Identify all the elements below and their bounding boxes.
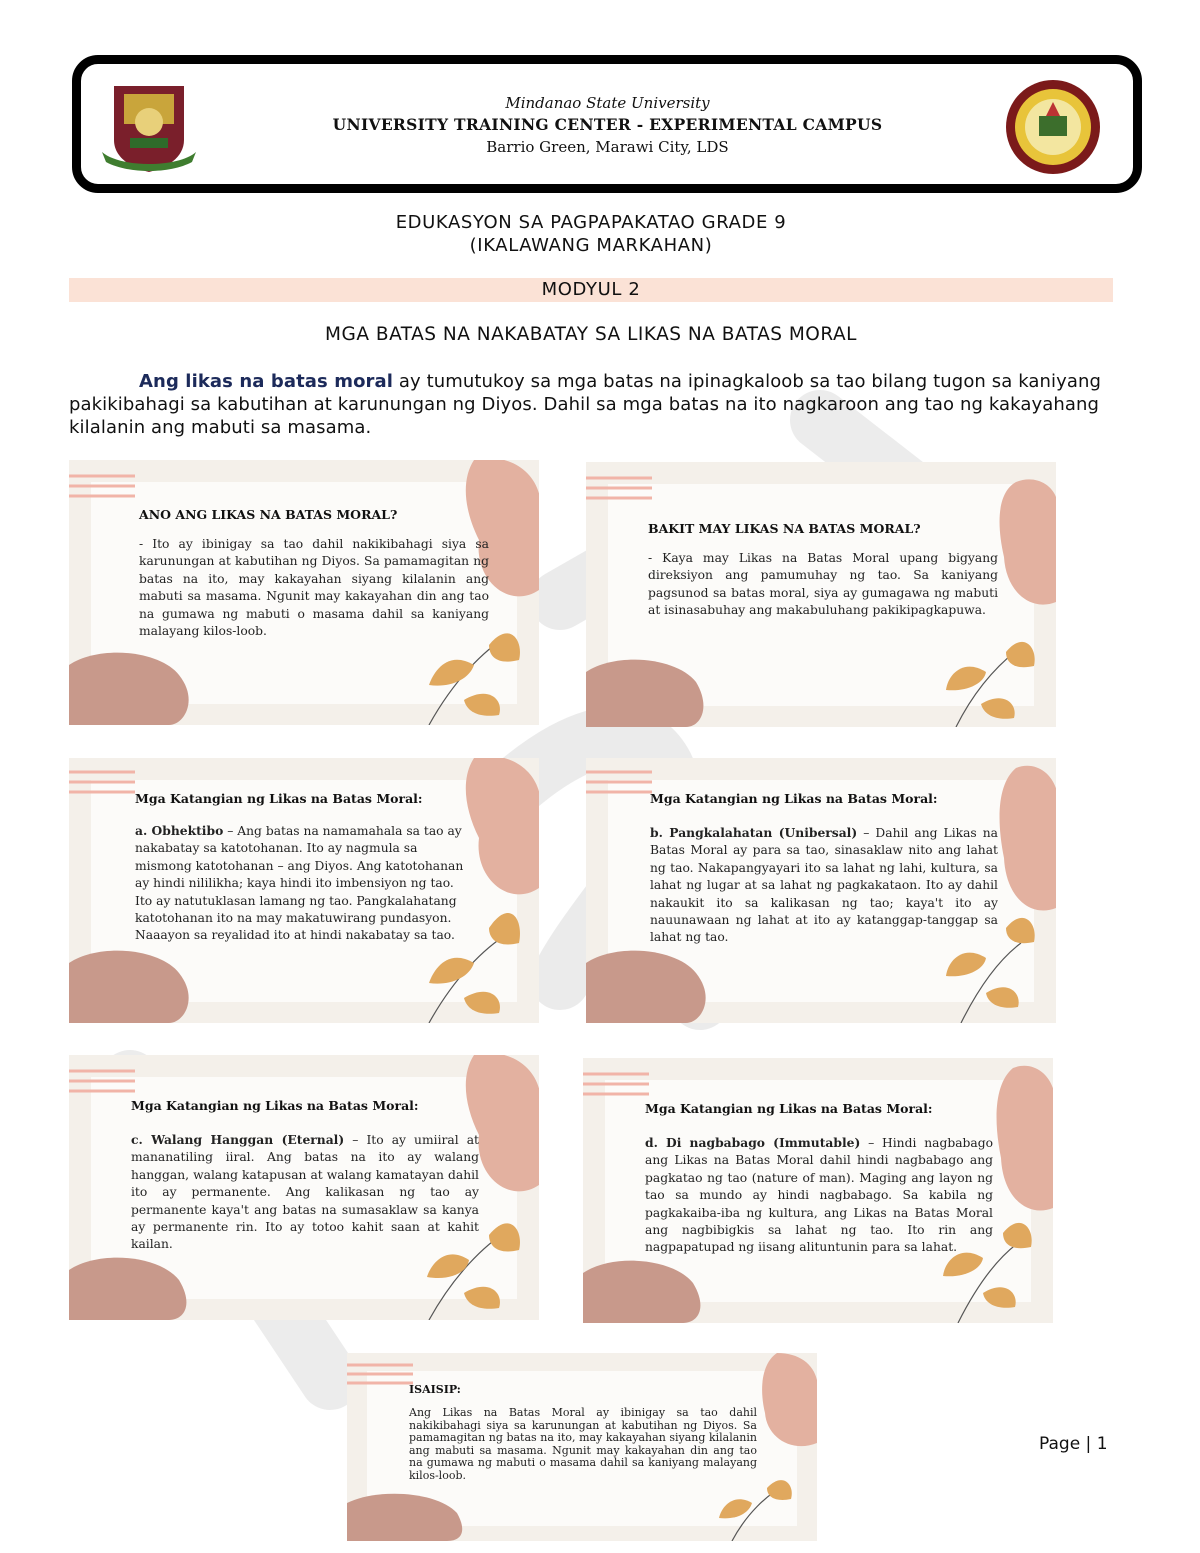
university-name: Mindanao State University bbox=[505, 94, 710, 112]
card-title: ISAISIP: bbox=[409, 1383, 461, 1396]
info-card bbox=[583, 1058, 1053, 1323]
subject-line-1: EDUKASYON SA PAGPAPAKATAO GRADE 9 bbox=[395, 212, 787, 233]
card-body-text: – Dahil ang Likas na Batas Moral ay para sa tao, sinasaklaw nito ang lahat ng tao. Nakapangyayari ito sa lahat ng lahi, kultura, sa lahat ng lugar at sa lahat ng pagkakataon. Ito ay dahil nakaukit ito sa kalikasan ng tao; kaya't ito ay nauunawaan ng lahat at ito ay katanggap-tanggap sa lahat ng tao. bbox=[650, 826, 998, 945]
card-body-text: Ang Likas na Batas Moral ay ibinigay sa tao dahil nakikibahagi siya sa karunungan at kabutihan ng Diyos. Sa pamamagitan ng batas na ito, may kakayahan siyang kilalanin ang mabuti sa masama. Ngunit may kakayahan din ang tao na gumawa ng mabuti o masama dahil sa kaniyang malayang kilos-loob. bbox=[409, 1406, 757, 1482]
card-lead: a. Obhektibo bbox=[135, 823, 224, 838]
card-lead: b. Pangkalahatan (Unibersal) bbox=[650, 825, 858, 840]
school-header bbox=[300, 92, 915, 158]
utc-seal-logo bbox=[1004, 78, 1102, 176]
intro-paragraph bbox=[69, 370, 1113, 439]
card-body bbox=[139, 536, 489, 640]
card-title: Mga Katangian ng Likas na Batas Moral: bbox=[645, 1101, 933, 1116]
page-number: Page | 1 bbox=[1039, 1434, 1108, 1454]
card-body-text: – Ito ay umiiral at mananatiling iiral. Ang batas na ito ay walang hanggan, walang katapusan at walang kamatayan dahil ito ay permanente. Ang kalikasan ng tao ay permanente kaya't ang batas na sumasaklaw sa kanya ay permanente rin. Ito ay totoo kahit saan at kahit kailan. bbox=[131, 1133, 479, 1252]
card-body-text: - Ito ay ibinigay sa tao dahil nakikibahagi siya sa karunungan at kabutihan ng Diyos. Sa pamamagitan ng batas na ito, may kakayahan siyang kilalanin ang mabuti sa masama. Ngunit may kakayahan din ang tao na gumawa ng mabuti o masama dahil sa kaniyang malayang kilos-loob. bbox=[139, 537, 489, 639]
center-name: UNIVERSITY TRAINING CENTER - EXPERIMENTAL CAMPUS bbox=[332, 115, 883, 134]
lesson-title: MGA BATAS NA NAKABATAY SA LIKAS NA BATAS MORAL bbox=[325, 324, 857, 345]
card-lead: d. Di nagbabago (Immutable) bbox=[645, 1135, 861, 1150]
card-body-text: – Hindi nagbabago ang Likas na Batas Moral dahil hindi nagbabago ang pagkatao ng tao (nature of man). Maging ang layon ng tao sa mundo ay hindi nagbabago. Sa kabila ng pagkakaiba-iba ng kultura, ang Likas na Batas Moral ang nagbibigkis sa lahat ng tao. Ito rin ang nagpapatupad ng iisang alituntunin para sa lahat. bbox=[645, 1136, 993, 1255]
school-address: Barrio Green, Marawi City, LDS bbox=[486, 138, 729, 156]
subject-line-2: (IKALAWANG MARKAHAN) bbox=[469, 235, 713, 256]
info-card bbox=[586, 462, 1056, 727]
info-card bbox=[69, 758, 539, 1023]
summary-card bbox=[347, 1353, 817, 1541]
card-body-text: - Kaya may Likas na Batas Moral upang bigyang direksiyon ang pamumuhay ng tao. Sa kaniyang pagsunod sa batas moral, siya ay gumagawa ng mabuti at isinasabuhay ang makabuluhang pakikipagkapuwa. bbox=[648, 551, 998, 618]
card-title: BAKIT MAY LIKAS NA BATAS MORAL? bbox=[648, 521, 921, 536]
card-body bbox=[131, 1131, 479, 1254]
card-body bbox=[409, 1407, 757, 1483]
module-bar: MODYUL 2 bbox=[69, 278, 1113, 302]
info-card bbox=[586, 758, 1056, 1023]
card-title: Mga Katangian ng Likas na Batas Moral: bbox=[650, 791, 938, 806]
info-card bbox=[69, 460, 539, 725]
subject-heading bbox=[0, 211, 1182, 257]
card-title: ANO ANG LIKAS NA BATAS MORAL? bbox=[139, 507, 398, 522]
card-body bbox=[648, 550, 998, 620]
msu-seal-logo bbox=[100, 82, 198, 174]
card-title: Mga Katangian ng Likas na Batas Moral: bbox=[135, 791, 423, 806]
card-body-text: – Ang batas na namamahala sa tao ay nakabatay sa katotohanan. Ito ay nagmula sa mismong katotohanan – ang Diyos. Ang katotohanan ay hindi nililikha; kaya hindi ito imbensiyon ng tao. Ito ay natutuklasan lamang ng tao. Pangkalahatang katotohanan ito na may makatuwirang pundasyon. Naaayon sa reyalidad ito at hindi nakabatay sa tao. bbox=[135, 824, 464, 943]
info-card bbox=[69, 1055, 539, 1320]
card-body bbox=[650, 824, 998, 947]
card-title: Mga Katangian ng Likas na Batas Moral: bbox=[131, 1098, 419, 1113]
card-body bbox=[645, 1134, 993, 1257]
card-lead: c. Walang Hanggan (Eternal) bbox=[131, 1132, 345, 1147]
intro-text: ay tumutukoy sa mga batas na ipinagkaloob sa tao bilang tugon sa kaniyang pakikibahagi sa kabutihan at karunungan ng Diyos. Dahil sa mga batas na ito nagkaroon ang tao ng kakayahang kilalanin ang mabuti sa masama. bbox=[69, 371, 1102, 438]
card-body bbox=[135, 822, 467, 945]
intro-term: Ang likas na batas moral bbox=[139, 371, 394, 392]
